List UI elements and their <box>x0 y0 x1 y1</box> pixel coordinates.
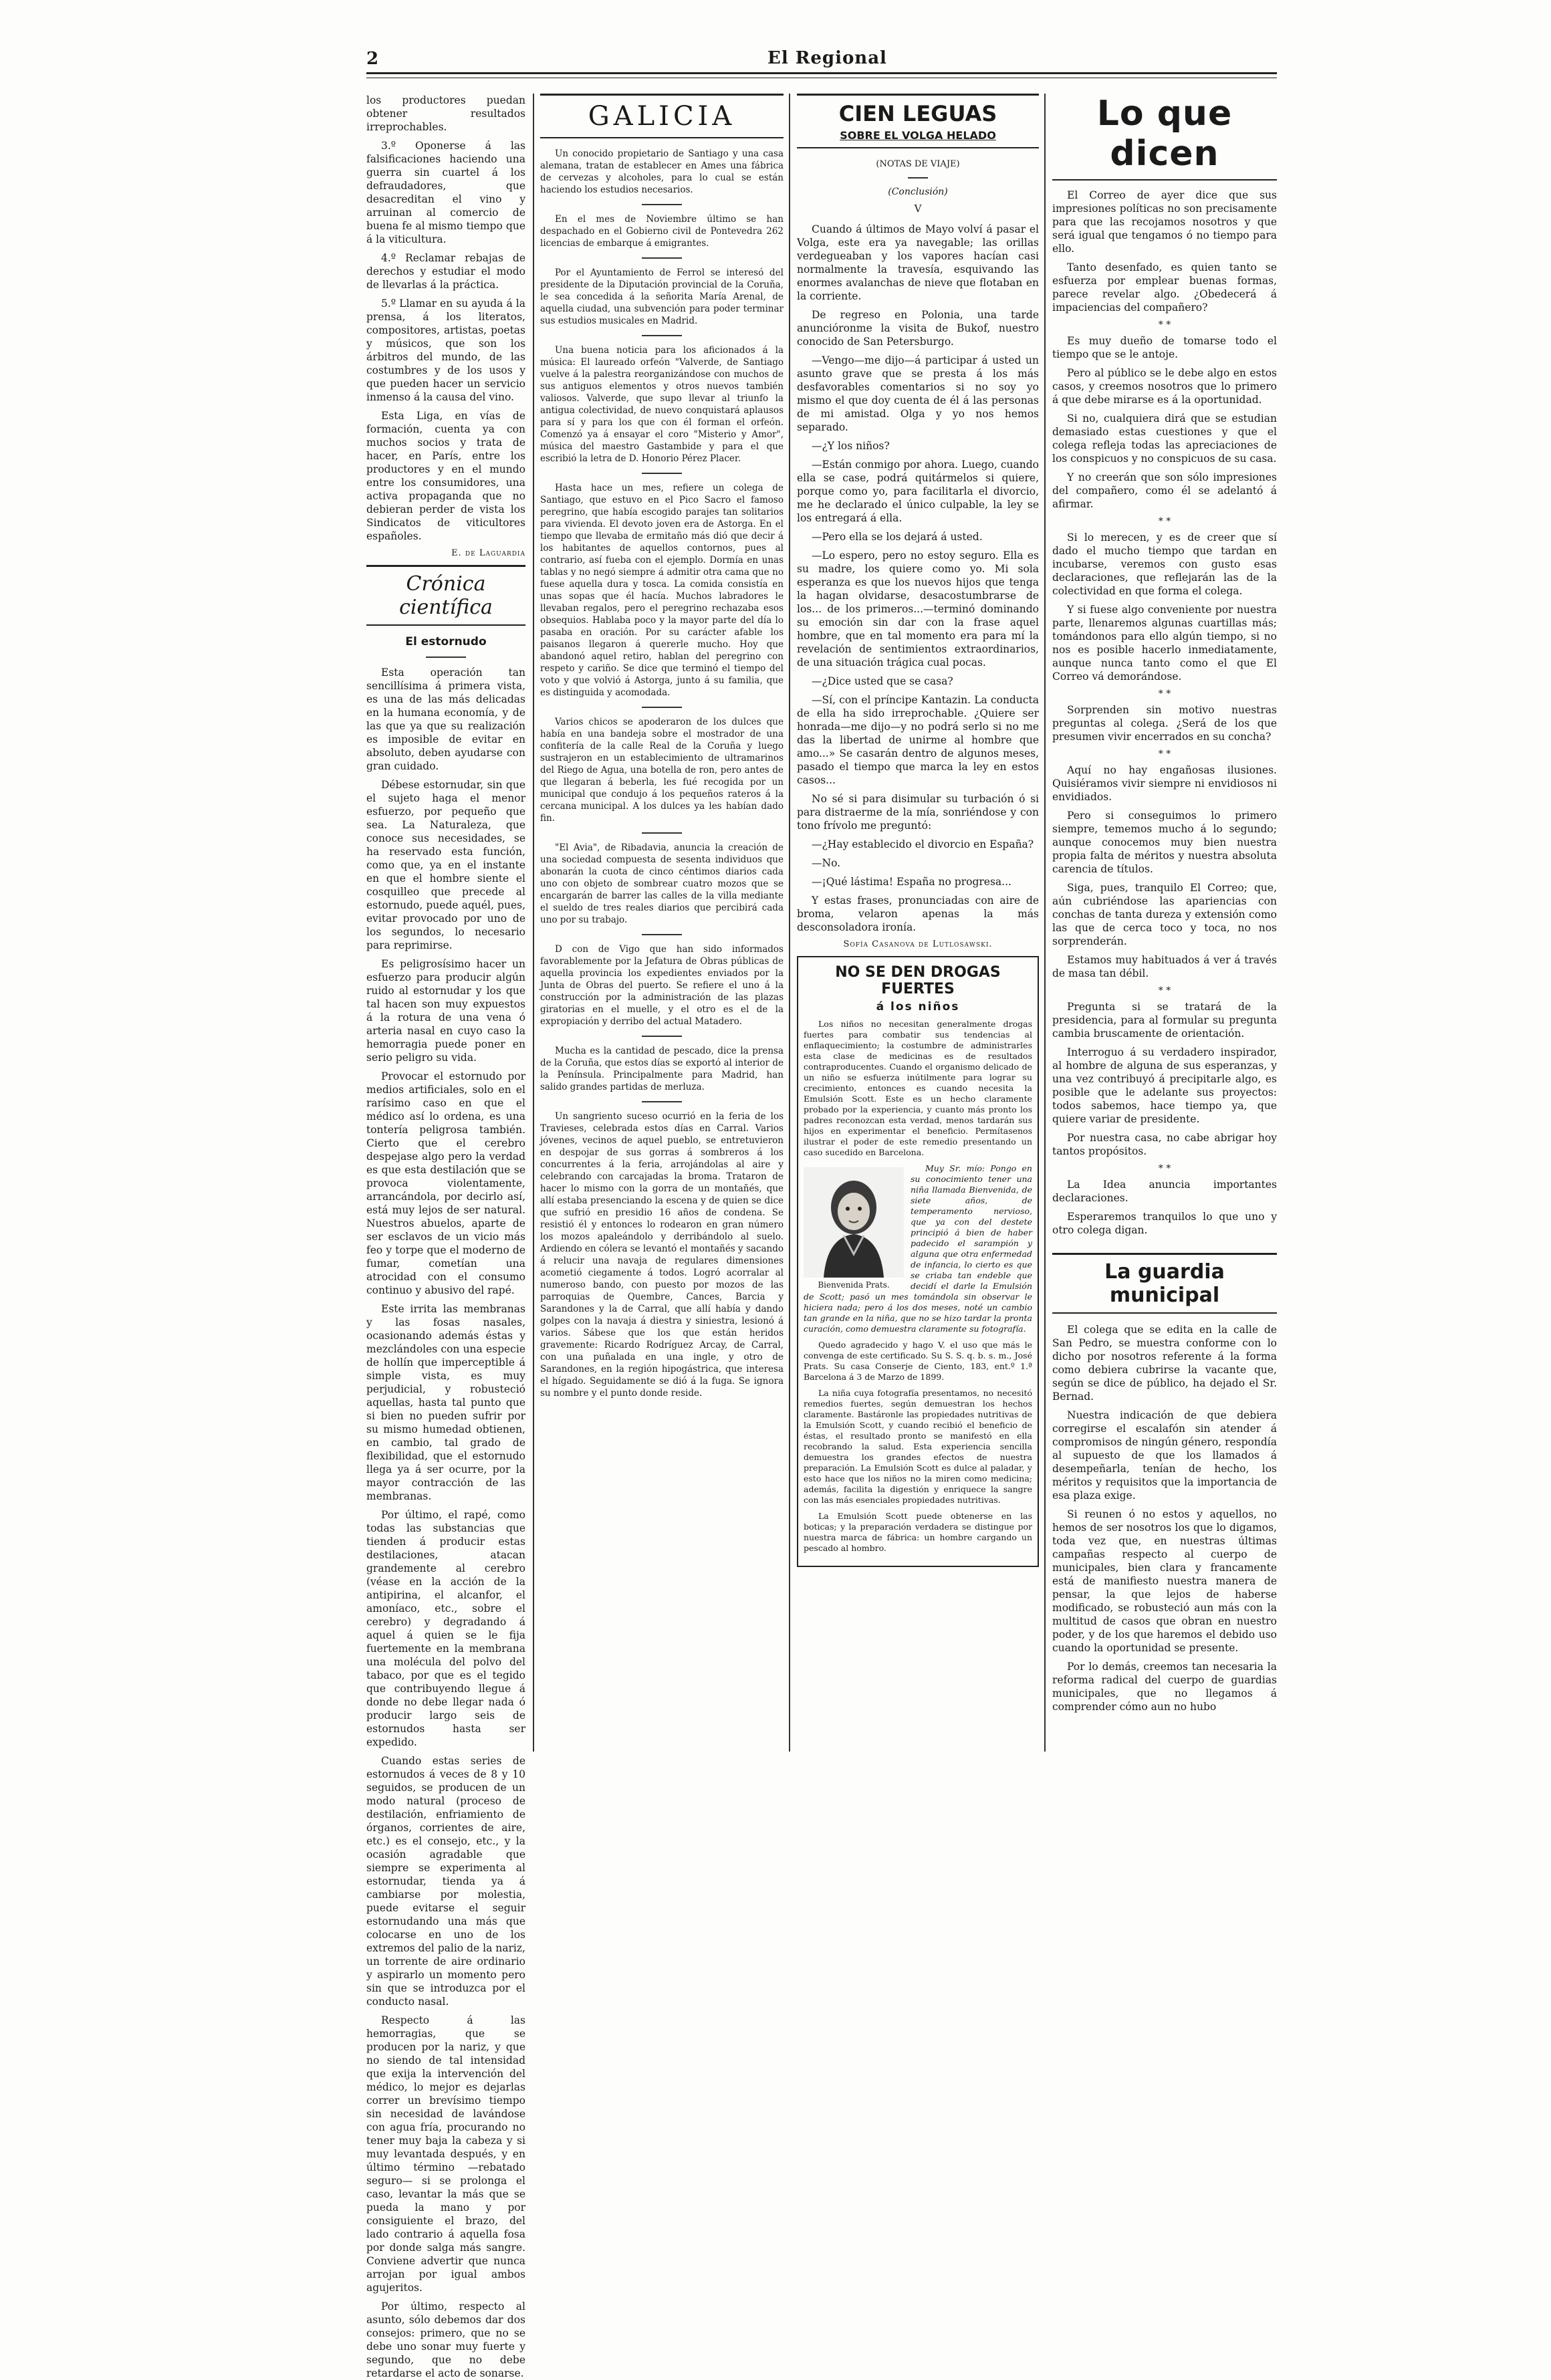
paragraph: Respecto á las hemorragias, que se producen por la nariz, y que no siendo de tal intensidad que exija la intervención del médico, lo mejor es dejarlas correr un brevísimo tiempo sin necesidad de lavándose con agua fría, procurando no tener muy baja la cabeza y si muy levantada después, y en último término —rebatado seguro— si se prolonga el caso, levantar la más que se pueda la mano y por consiguiente el brazo, del lado contrario á aquella fosa por donde salga más sangre. Conviene advertir que nunca arrojan por igual ambos agujeritos. <box>366 2014 525 2294</box>
asterism: * * <box>1158 689 1171 699</box>
paragraph: No sé si para disimular su turbación ó si para distraerme de la mía, sonriéndose y con tono frívolo me preguntó: <box>797 793 1039 832</box>
paragraph: Por nuestra casa, no cabe abrigar hoy tantos propósitos. <box>1052 1132 1277 1157</box>
paragraph: El colega que se edita en la calle de San Pedro, se muestra conforme con lo dicho por nosotros referente á la forma como debiera cubrirse la vacante que, según se dice de público, ha dejado el Sr. Bernad. <box>1052 1324 1277 1403</box>
asterism: * * <box>1158 749 1171 759</box>
paragraph: Y estas frases, pronunciadas con aire de broma, velaron apenas la más desconsoladora ironía. <box>797 895 1039 933</box>
paragraph: Cuando estas series de estornudos á veces de 8 y 10 seguidos, se producen de un modo natural (proceso de destilación, enfriamiento de órganos, corrientes de aire, etc.) es el consejo, etc., y la ocasión agradable que siempre se experimenta al estornudar, tienda ya á cambiarse por molestia, puede evitarse el seguir estornudando una más que colocarse en uno de los extremos del palio de la nariz, un torrente de aire ordinario y aspirarlo un momento pero sin que se introduzca por el conducto nasal. <box>366 1755 525 2008</box>
news-item: Un sangriento suceso ocurrió en la feria de los Travieses, celebrada estos días en Carral. Varios jóvenes, vecinos de aquel pueblo, se entretuvieron en despojar de sus gorras á sombreros á los concurrentes á la feria, arrojándolas al aire y celebrando con carcajadas la broma. Trataron de hacer lo mismo con la gorra de un montañés, que allí estaba presenciando la escena y de quien se dice que sufrió en presidio 16 años de condena. Se resistió él y entonces lo rodearon en gran número los mozos apaleándolo y derribándolo al suelo. Ardiendo en cólera se levantó el montañés y sacando á relucir una navaja de regulares dimensiones acometió ciegamente á todos. Logró acorralar al numeroso bando, con puesto por mozos de las parroquias de Quembre, Cances, Barcia y Sarandones y la de Carral, que allí había y dando golpes con la navaja á diestra y siniestra, lesionó á varios. Sábese que los que están heridos gravemente: Ricardo Rodríguez Arcay, de Carral, con una puñalada en una ingle, y otro de Sarandones, en la región hipogástrica, que interesa el hígado. Seguidamente se dió á la fuga. Se ignora su nombre y el punto donde reside. <box>540 1111 784 1399</box>
paragraph: —¿Dice usted que se casa? <box>812 675 953 687</box>
paragraph: Provocar el estornudo por medios artificiales, solo en el rarísimo caso en que el médico así lo ordena, es una tontería peligrosa también. Cierto que el cerebro despejase algo pero la verdad es que esta destilación que se provoca violentamente, arrancándola, por decirlo así, está muy lejos de ser natural. Nuestros abuelos, aparte de ser esclavos de un vicio más feo y torpe que el moderno de fumar, cometían una atrocidad con el consumo continuo y abusivo del rapé. <box>366 1070 525 1296</box>
chapter-numeral: V <box>914 203 922 215</box>
news-item: Mucha es la cantidad de pescado, dice la prensa de la Coruña, que estos días se exportó al interior de la Península. Principalmente para Madrid, han salido grandes partidas de merluza. <box>540 1046 784 1092</box>
paragraph: Esperaremos tranquilos lo que uno y otro colega digan. <box>1052 1211 1277 1236</box>
paragraph: Tanto desenfado, es quien tanto se esfuerza por emplear buenas formas, parece revelar algo. ¿Obedecerá á impaciencias del compañero? <box>1052 261 1277 314</box>
section-header <box>1052 1253 1277 1314</box>
paragraph: —Pero ella se los dejará á usted. <box>812 531 983 543</box>
separator <box>908 177 928 178</box>
child-photo <box>804 1167 904 1288</box>
paragraph: —No. <box>812 857 841 869</box>
asterism: * * <box>1158 516 1171 527</box>
separator <box>642 335 682 336</box>
column-2 <box>540 94 784 1758</box>
notes-label: (NOTAS DE VIAJE) <box>876 159 960 169</box>
news-item: D con de Vigo que han sido informados favorablemente por la Jefatura de Obras públicas de aquella provincia los expedientes enviados por la Junta de Obras del puerto. Se refiere el uno á la construcción por la administración de las plazas giratorias en el muelle, y el otro es el de la expropiación y derribo del actual Matadero. <box>540 944 784 1027</box>
section-title: Lo que dicen <box>1096 94 1233 174</box>
separator <box>642 934 682 935</box>
section-subtitle: SOBRE EL VOLGA HELADO <box>840 129 996 142</box>
paragraph: Débese estornudar, sin que el sujeto haga el menor esfuerzo, por pequeño que sea. La Naturaleza, que conoce sus necesidades, se ha reservado esta función, como que, ya en el instante en que el hombre siente el cosquilleo que precede al estornudo, puede aquél, pues, evitar provocado por uno de los segundos, lo necesario para reprimirse. <box>366 779 525 951</box>
ad-title: NO SE DEN DROGAS FUERTES <box>835 964 1001 997</box>
column-3 <box>797 94 1039 1758</box>
paragraph: Y si fuese algo conveniente por nuestra parte, llenaremos algunas cuartillas más; tomándonos para ello algún tiempo, si no nos es posible hacerlo inmediatamente, aunque nunca tanto como el que El Correo vá demorándose. <box>1052 604 1277 683</box>
section-header <box>1052 94 1277 181</box>
news-item: Una buena noticia para los aficionados á la música: El laureado orfeón "Valverde, de Santiago vuelve á la palestra reorganizándose con muchos de sus antiguos elementos y otros nuevos también valiosos. Valverde, que supo llevar al triunfo la antigua colectividad, de nuevo conquistará aplausos para sí y para los que con él forman el orfeón. Comenzó ya á ensayar el coro "Misterio y Amor", música del maestro Gastambide y para el que escribió la letra de D. Honorio Pérez Placer. <box>540 345 784 464</box>
paragraph: Pero al público se le debe algo en estos casos, y creemos nosotros que lo primero á que debe mirarse es á la oportunidad. <box>1052 367 1277 406</box>
paragraph: —¡Qué lástima! España no progresa... <box>812 876 1011 888</box>
news-item: Por el Ayuntamiento de Ferrol se interesó del presidente de la Diputación provincial de la Coruña, le sea concedida á la señorita María Arenal, de aquella ciudad, una subvención para poder terminar sus estudios musicales en Madrid. <box>540 267 784 326</box>
list-item: 4.º Reclamar rebajas de derechos y estudiar el modo de llevarlas á la práctica. <box>366 252 525 291</box>
paragraph: De regreso en Polonia, una tarde anuncióronme la visita de Bukof, nuestro conocido de San Petersburgo. <box>797 309 1039 348</box>
paragraph: —¿Y los niños? <box>812 440 890 452</box>
paragraph: El Correo de ayer dice que sus impresiones políticas no son precisamente para que las recojamos nosotros y que será igual que tengamos ó no tiempo para ello. <box>1052 189 1277 255</box>
paragraph: Aquí no hay engañosas ilusiones. Quisiéramos vivir siempre ni envidiosos ni envidiados. <box>1052 764 1277 803</box>
asterism: * * <box>1158 985 1171 996</box>
list-item: 5.º Llamar en su ayuda á la prensa, á los literatos, compositores, artistas, poetas y músicos, que son los árbitros del mundo, de las costumbres y de los usos y que pueden hacer un servicio inmenso á la causa del vino. <box>366 298 525 403</box>
sub-title: El estornudo <box>405 635 487 648</box>
paragraph: —¿Hay establecido el divorcio en España? <box>812 838 1034 850</box>
paragraph: Este irrita las membranas y las fosas nasales, ocasionando además éstas y mezclándoles con una especie de hollín que imperceptible á simple vista, es muy perjudicial, y robusteció aquellas, hasta tal punto que si bien no pueden sufrir por su mismo humedad obtienen, en cambio, tal grado de flexibilidad, que el estornudo llega ya á ser ocurre, por la mayor contracción de las membranas. <box>366 1303 525 1502</box>
news-item: Un conocido propietario de Santiago y una casa alemana, tratan de establecer en Ames una fábrica de cervezas y alcoholes, para lo cual se están haciendo los estudios necesarios. <box>540 148 784 195</box>
ad-paragraph: Los niños no necesitan generalmente drogas fuertes para combatir sus tendencias al enflaquecimiento; la costumbre de administrarles esta clase de medicinas es de resultados contraproducentes. Cuando el organismo delicado de un niño se esfuerza inútilmente para lograr su crecimiento, entonces es cuando necesita la Emulsión Scott. Este es un hecho claramente probado por la experiencia, y cuanto más pronto los padres reconozcan esta verdad, menos tardarán sus hijos en experimentar el beneficio. Permítasenos ilustrar el poder de este remedio presentando un caso sucedido en Barcelona. <box>804 1019 1032 1157</box>
paragraph: Siga, pues, tranquilo El Correo; que, aún cubriéndose las apariencias con conchas de tanta dureza y extensión como las que de cerca toco y toca, no nos sorprenderán. <box>1052 882 1277 947</box>
separator <box>426 657 466 658</box>
paragraph: Estamos muy habituados á ver á través de masa tan débil. <box>1052 954 1277 979</box>
section-header <box>540 94 784 138</box>
conclusion-label: (Conclusión) <box>888 187 948 197</box>
page-number: 2 <box>366 49 379 69</box>
paragraph: Si lo merecen, y es de creer que sí dado el mucho tiempo que tardan en incubarse, veremos con gusto esas declaraciones, que reflejarán las de la colectividad en que forma el colega. <box>1052 531 1277 597</box>
ad-testimonial: Muy Sr. mío: Pongo en su conocimiento tener una niña llamada Bienvenida, de siete años, de temperamento nervioso, que ya con del destete principió á bien de haber padecido el sarampión y alguna que otra enfermedad de infancia, lo cierto es que se criaba tan endeble que decidí el darle la Emulsión de Scott; pasó un mes tomándola sin observar le hiciera nada; pero á los dos meses, noté un cambio tan grande en la niña, que no se hizo tardar la pronta curación, como demuestra claramente su fotografía. <box>804 1163 1032 1334</box>
paragraph: Por último, el rapé, como todas las substancias que tienden á producir estas destilaciones, atacan grandemente al cerebro (véase en la acción de la antipirina, el alcanfor, el amoníaco, etc., sobre el cerebro) y degradando á aquel á quien se le fija fuertemente en la membrana una molécula del polvo del tabaco, por que es el tegido que contribuyendo llegue á donde no debe llegar nada ó producir largo seis de estornudos hasta ser expedido. <box>366 1509 525 1748</box>
section-title: GALICIA <box>588 101 736 132</box>
paragraph: Pero si conseguimos lo primero siempre, tememos mucho á lo segundo; aunque conocemos muy bien nuestra propia falta de méritos y nuestra absoluta carencia de títulos. <box>1052 810 1277 875</box>
newspaper-title: El Regional <box>767 48 887 68</box>
list-item: Esta Liga, en vías de formación, cuenta ya con muchos socios y trata de hacer, en París, entre los productores y en el mundo entre los consumidores, una activa propaganda que no debieran perder de vista los Sindicatos de viticultores españoles. <box>366 410 525 542</box>
asterism: * * <box>1158 1163 1171 1174</box>
paragraph: Por lo demás, creemos tan necesaria la reforma radical del cuerpo de guardias municipales, que no llegamos á comprender cómo aun no hubo <box>1052 1661 1277 1713</box>
column-divider <box>1044 94 1046 1752</box>
paragraph: Nuestra indicación de que debiera corregirse el escalafón sin atender á compromisos de ningún género, respondía al supuesto de que los llamados á desempeñarla, tenían de hecho, los méritos y requisitos que la importancia de esa plaza exige. <box>1052 1409 1277 1502</box>
separator <box>642 257 682 259</box>
section-title: Crónica científica <box>399 572 493 619</box>
separator <box>642 204 682 205</box>
section-title: La guardia municipal <box>1104 1260 1225 1307</box>
news-item: "El Avia", de Ribadavia, anuncia la creación de una sociedad compuesta de sesenta individuos que abonarán la cuota de cinco céntimos diarios cada uno con objeto de sombrear cuatro mozos que se encargarán de barrer las calles de la villa mediante el sueldo de tres reales diarios que percibirá cada uno por su trabajo. <box>540 842 784 925</box>
section-header <box>797 94 1039 148</box>
header-rule <box>366 72 1277 74</box>
paragraph: Por último, respecto al asunto, sólo debemos dar dos consejos: primero, que no se debe uno sonar muy fuerte y segundo, que no debe retardarse el acto de sonarse. <box>366 2300 525 2379</box>
paragraph: Esta operación tan sencillísima á primera vista, es una de las más delicadas en la humana economía, y de las que ya que su realización es imposible de evitar en absoluto, deben ayudarse con gran cuidado. <box>366 667 525 772</box>
separator <box>642 832 682 834</box>
list-item: 3.º Oponerse á las falsificaciones haciendo una guerra sin cuartel á los defraudadores, que desacreditan el vino y arruinan al comercio de buena fe al mismo tiempo que á la viticultura. <box>366 140 525 245</box>
news-item: Varios chicos se apoderaron de los dulces que había en una bandeja sobre el mostrador de una confitería de la calle Real de la Coruña y luego sustrajeron en un establecimiento de ultramarinos del Riego de Agua, una botella de ron, pero antes de que llegaran á beberla, les fué recogida por un municipal que condujo á los pequeños rateros á la cercana municipal. A los dulces ya les habían dado fin. <box>540 717 784 824</box>
paragraph: —Lo espero, pero no estoy seguro. Ella es su madre, los quiere como yo. Mi sola esperanza es que los nuevos hijos que tenga la hagan olvidarse, desacostumbrarse de los... de los primeros...—terminó dominando su emoción sin dar con la frase aquel hombre, que en tal momento era para mí la revelación de sentimientos extraordinarios, de una situación trágica cual pocas. <box>797 550 1039 669</box>
separator <box>642 1036 682 1037</box>
paragraph: Pregunta si se tratará de la presidencia, para al formular su pregunta cambia bruscamente de orientación. <box>1052 1001 1277 1040</box>
paragraph: —Sí, con el príncipe Kantazin. La conducta de ella ha sido irreprochable. ¿Quiere ser honrada—me dijo—y no podrá serlo si no me das la libertad de unirme al hombre que amo...» Se casarán dentro de algunos meses, pasado el tiempo que marca la ley en estos casos... <box>797 694 1039 786</box>
separator <box>642 473 682 474</box>
column-divider <box>789 94 790 1752</box>
paragraph: Sorprenden sin motivo nuestras preguntas al colega. ¿Será de los que presumen vivir encerrados en su concha? <box>1052 704 1277 743</box>
section-title: CIEN LEGUAS <box>838 101 997 126</box>
paragraph: Es muy dueño de tomarse todo el tiempo que se le antoje. <box>1052 335 1277 360</box>
column-divider <box>533 94 534 1752</box>
paragraph: Cuando á últimos de Mayo volví á pasar el Volga, este era ya navegable; las orillas verdegueaban y los vapores hacían casi normalmente la travesía, esquivando las enormes avalanchas de nieve que flotaban en la corriente. <box>797 223 1039 302</box>
signature: Sofía Casanova de Lutlosawski. <box>843 939 993 949</box>
paragraph: Si reunen ó no estos y aquellos, no hemos de ser nosotros los que lo digamos, toda vez que, en nuestras últimas campañas respecto al cuerpo de municipales, bien clara y francamente está de manifiesto nuestra manera de pensar, la que lejos de haberse modificado, se robusteció aun más con la multitud de casos que obran en nuestro poder, y de los que haremos el debido uso cuando la oportunidad se presente. <box>1052 1508 1277 1654</box>
ad-paragraph: La Emulsión Scott puede obtenerse en las boticas; y la preparación verdadera se distingue por nuestra marca de fábrica: un hombre cargando un pescado al hombro. <box>804 1511 1032 1553</box>
advertisement <box>797 956 1039 1567</box>
paragraph: Y no creerán que son sólo impresiones del compañero, como él se adelantó á afirmar. <box>1052 471 1277 510</box>
asterism: * * <box>1158 320 1171 330</box>
news-item: En el mes de Noviembre último se han despachado en el Gobierno civil de Pontevedra 262 licencias de embarque á emigrantes. <box>540 214 784 249</box>
paragraph: Si no, cualquiera dirá que se estudian demasiado estas cuestiones y que el colega refleja todas las apreciaciones de los conspicuos y no conspicuos de su casa. <box>1052 412 1277 465</box>
signature: E. de Laguardia <box>451 548 525 558</box>
paragraph: Interroguo á su verdadero inspirador, al hombre de alguna de sus esperanzas, y una vez contribuyó á precipitarle algo, es posible que le adelante sus proyectos: todos sabemos, hace tiempo ya, que quiere variar de presidente. <box>1052 1046 1277 1125</box>
ad-subtitle: á los niños <box>876 1000 960 1014</box>
paragraph: los productores puedan obtener resultados irreprochables. <box>366 94 525 133</box>
section-header <box>366 565 525 626</box>
paragraph: Es peligrosísimo hacer un esfuerzo para producir algún ruido al estornudar y los que tal hacen son muy expuestos á la rotura de una vena ó arteria nasal en cuyo caso la hemorragia puede poner en serio peligro su vida. <box>366 958 525 1064</box>
ad-paragraph: Quedo agradecido y hago V. el uso que más le convenga de este certificado. Su S. S. q. b. s. m., José Prats. Su casa Conserje de Ciento, 183, ent.º 1.ª Barcelona á 3 de Marzo de 1899. <box>804 1340 1032 1382</box>
portrait-image <box>804 1167 904 1278</box>
separator <box>642 707 682 708</box>
paragraph: La Idea anuncia importantes declaraciones. <box>1052 1179 1277 1204</box>
column-1 <box>366 94 525 2379</box>
photo-caption: Bienvenida Prats. <box>818 1280 890 1290</box>
paragraph: —Están conmigo por ahora. Luego, cuando ella se case, podrá quitármelos si quiere, porque como yo, para facilitarla el divorcio, me he declarado el único culpable, la ley se los entregará á ella. <box>797 459 1039 524</box>
column-4 <box>1052 94 1277 1758</box>
news-item: Hasta hace un mes, refiere un colega de Santiago, que estuvo en el Pico Sacro el famoso peregrino, que había escogido parajes tan solitarios para vivienda. El devoto joven era de Astorga. En el tiempo que llevaba de ermitaño más dió que decir á los habitantes de aquellos contornos, pues al contrario, así fueba con el ejemplo. Dormía en unas tablas y no negó siempre á admitir otra cama que no fuese aquella dura y tosca. La comida consistía en unas sopas que él hacía. Muchos labradores le llevaban regalos, pero el peregrino rechazaba esos obsequios. Hablaba poco y la mayor parte del día lo pasaba en oración. Por su carácter afable los paisanos llegaron á quererle mucho. Hoy que abandonó aquel retiro, hablan del peregrino con respeto y cariño. Se dice que terminó el tiempo del voto y que volvió á Astorga, junto á su familia, que es distinguida y acomodada. <box>540 483 784 698</box>
paragraph: —Vengo—me dijo—á participar á usted un asunto grave que se presta á los más desfavorables comentarios si no soy yo mismo el que doy cuenta de él á las personas de mi amistad. Olga y yo nos hemos separado. <box>797 354 1039 433</box>
ad-paragraph: La niña cuya fotografía presentamos, no necesitó remedios fuertes, según demuestran los hechos claramente. Bastáronle las propiedades nutritivas de la Emulsión Scott, y cuando recibió el beneficio de éstas, el resultado pronto se manifestó en ella recobrando la salud. Esta experiencia sencilla demuestra los grandes efectos de nuestra preparación. La Emulsión Scott es dulce al paladar, y esto hace que los niños no la miren como medicina; además, facilita la digestión y enriquece la sangre con las más esenciales propiedades nutritivas. <box>804 1388 1032 1505</box>
separator <box>642 1101 682 1102</box>
